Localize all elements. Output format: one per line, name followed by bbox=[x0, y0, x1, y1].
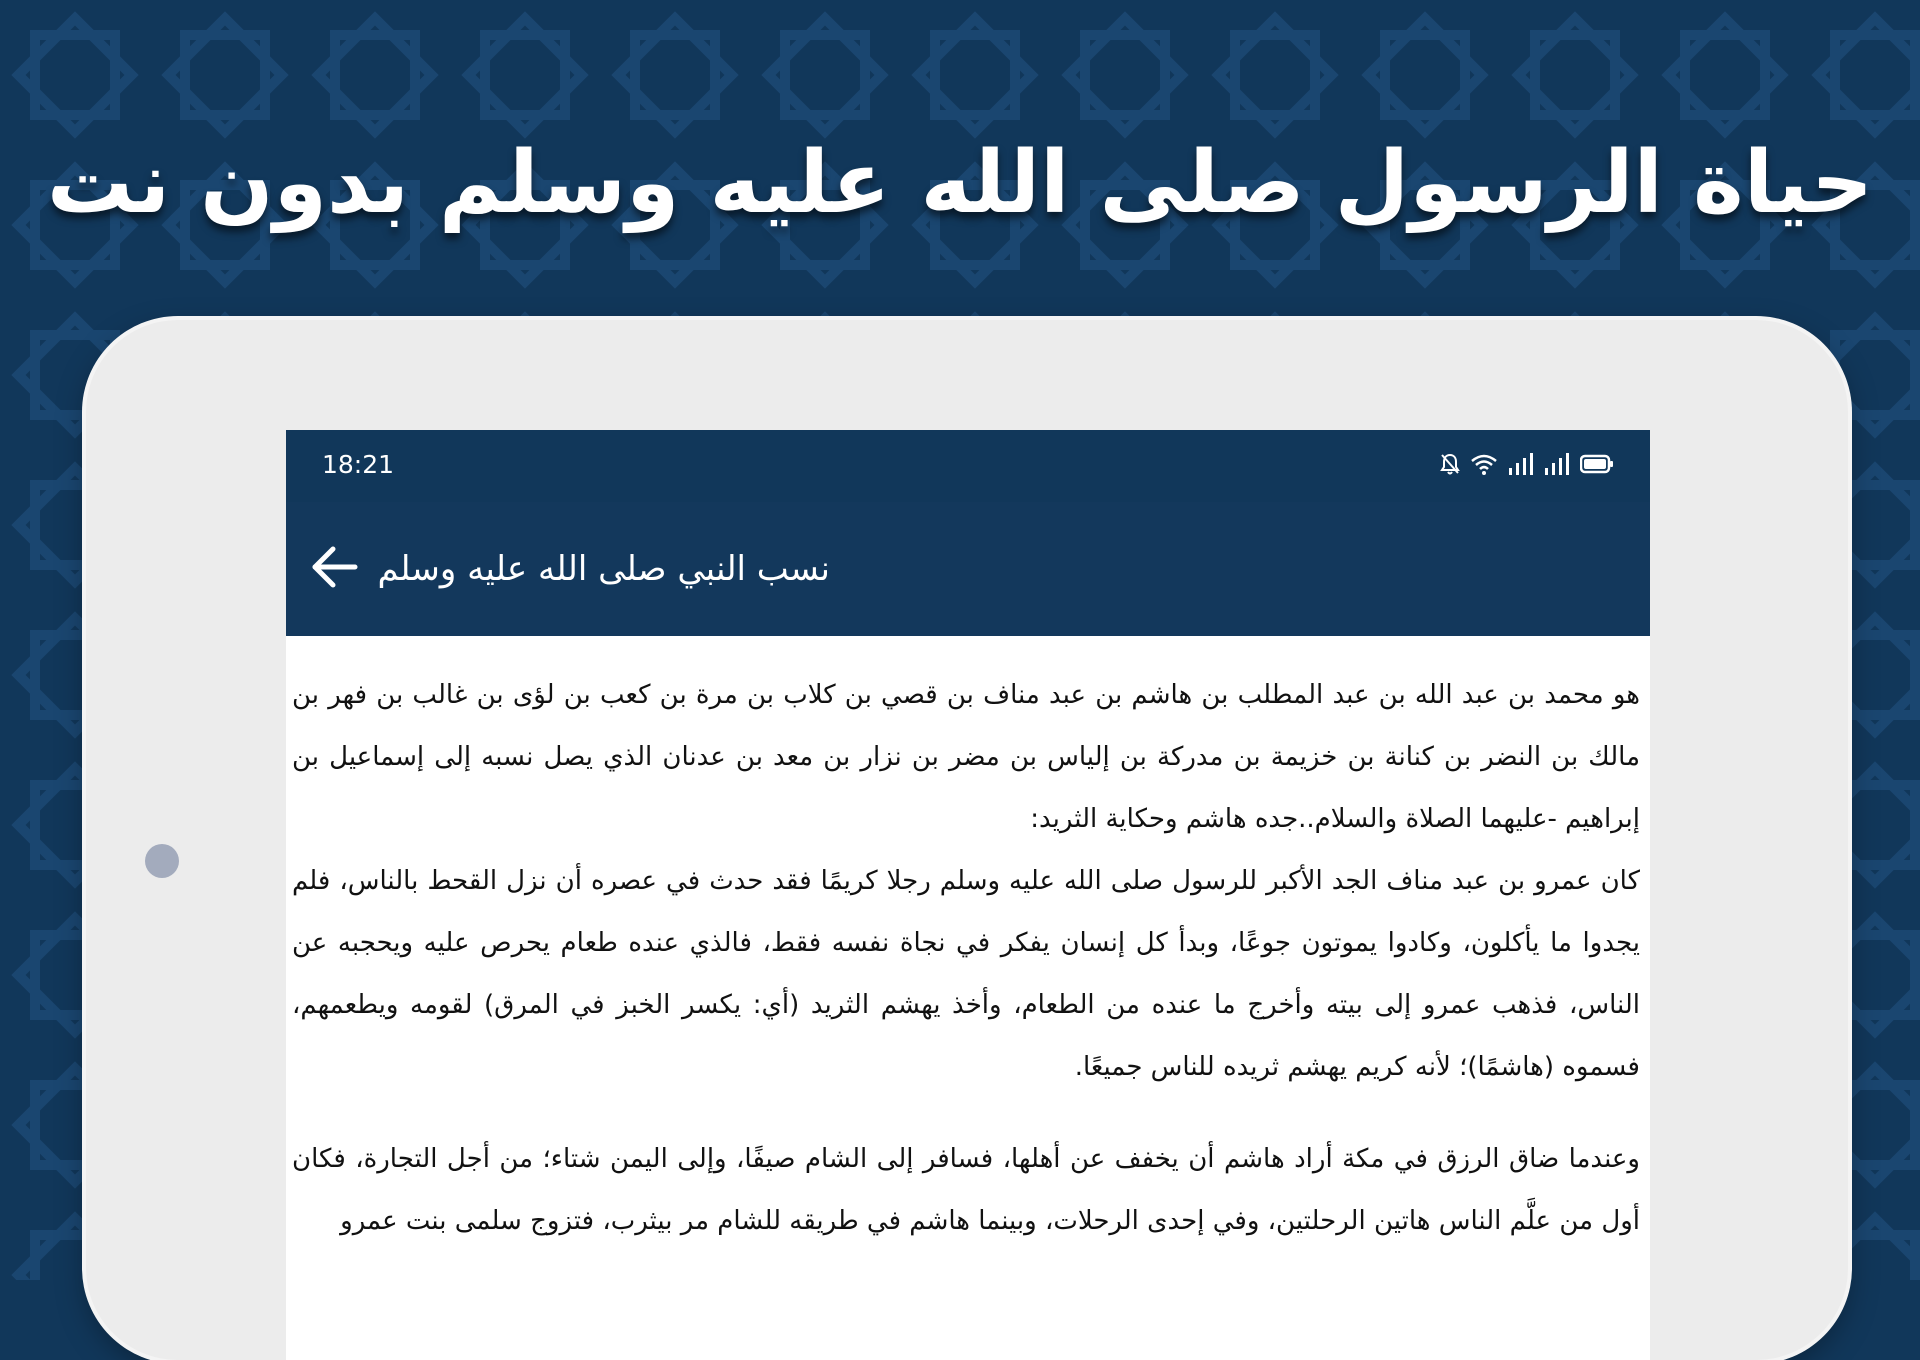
wifi-icon bbox=[1470, 452, 1498, 476]
mute-bell-icon bbox=[1440, 452, 1460, 476]
app-screen bbox=[286, 430, 1650, 1360]
tablet-frame bbox=[86, 320, 1848, 1360]
back-button[interactable] bbox=[300, 535, 368, 603]
arrow-left-icon bbox=[309, 542, 359, 596]
article-paragraph: هو محمد بن عبد الله بن عبد المطلب بن هاشم بن عبد مناف بن قصي بن كلاب بن مرة بن كعب بن لؤى بن غالب بن فهر بن مالك بن النضر بن كنانة بن خزيمة بن مدركة بن إلياس بن مضر بن نزار بن معد بن عدنان الذي يصل نسبه إلى إسماعيل بن إبراهيم -عليهما الصلاة والسلام..جده هاشم وحكاية الثريد: كان عمرو بن عبد مناف الجد الأكبر للرسول صلى الله عليه وسلم رجلا كريمًا فقد حدث في عصره أن نزل القحط بالناس، فلم يجدوا ما يأكلون، وكادوا يموتون جوعًا، وبدأ كل إنسان يفكر في نجاة نفسه فقط، فالذي عنده طعام يحرص عليه ويحجبه عن الناس، فذهب عمرو إلى بيته وأخرج ما عنده من الطعام، وأخذ يهشم الثريد (أي: يكسر الخبز في المرق) لقومه ويطعمهم، فسموه (هاشمًا)؛ لأنه كريم يهشم ثريده للناس جميعًا. bbox=[292, 680, 1640, 1082]
page-title: نسب النبي صلى الله عليه وسلم bbox=[377, 549, 830, 589]
status-icons bbox=[1440, 452, 1614, 476]
promo-headline: حياة الرسول صلى الله عليه وسلم بدون نت bbox=[46, 133, 1874, 233]
status-bar bbox=[286, 430, 1650, 502]
signal-icon bbox=[1544, 452, 1570, 476]
signal-icon bbox=[1508, 452, 1534, 476]
article-content[interactable] bbox=[286, 636, 1650, 1360]
status-time: 18:21 bbox=[322, 450, 395, 479]
camera-dot bbox=[145, 844, 179, 878]
battery-icon bbox=[1580, 452, 1614, 476]
article-paragraph: وعندما ضاق الرزق في مكة أراد هاشم أن يخفف عن أهلها، فسافر إلى الشام صيفًا، وإلى اليمن شتاء؛ من أجل التجارة، فكان أول من علَّم الناس هاتين الرحلتين، وفي إحدى الرحلات، وبينما هاشم في طريقه للشام مر بيثرب، فتزوج سلمى بنت عمرو bbox=[292, 1144, 1640, 1236]
app-bar bbox=[286, 502, 1650, 636]
